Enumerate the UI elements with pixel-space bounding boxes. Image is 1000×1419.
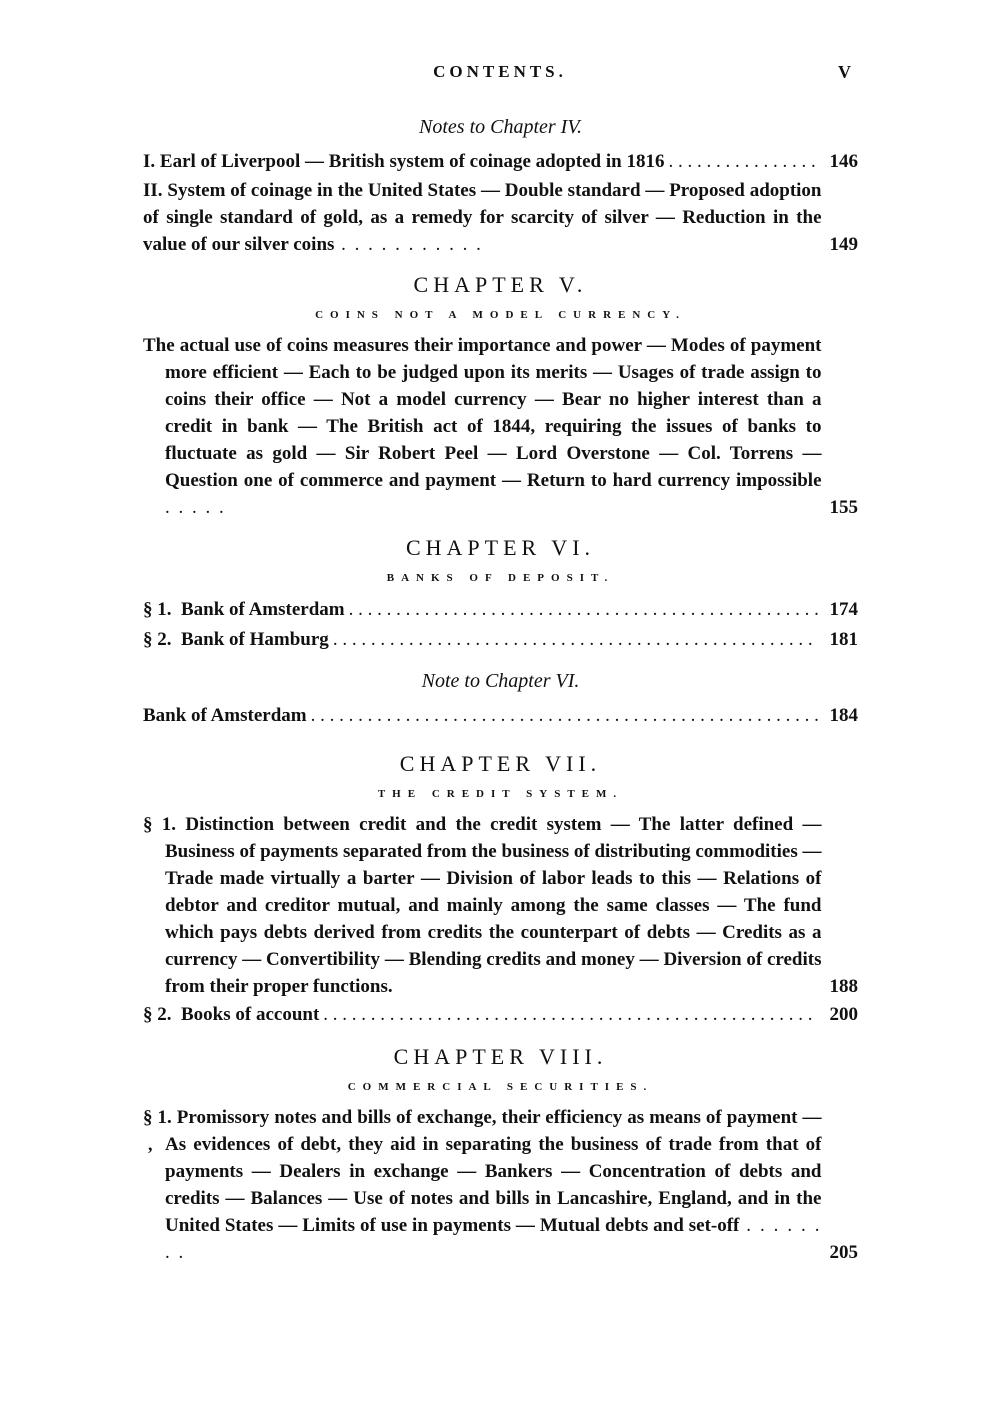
- entry-page: 149: [829, 234, 858, 255]
- entry-text: Distinction between credit and the credit system — The latter defined — Business of payments separated from the business of distributing commodities — Trade made virtually a barter — Division of labor leads to this — Relations of debtor and creditor mutual, and mainly among the same classes — The fund which pays debts derived from credits the counterpart of debts — Credits as a currency — Convertibility — Blending credits and money — Diversion of credits from their proper functions.: [165, 814, 822, 997]
- dot-leader: . . . . . . . .: [165, 1215, 822, 1263]
- dot-leader: [668, 147, 818, 177]
- entry-mark: § 2.: [143, 1004, 172, 1025]
- chapter-title: CHAPTER VI.: [405, 535, 596, 560]
- entry-text: Bank of Amsterdam: [143, 705, 307, 726]
- toc-entry: [143, 177, 858, 258]
- entry-text: Promissory notes and bills of exchange, their efficiency as means of payment — As evidences of debt, they aid in separating the business of trade from that of payments — Dealers in exchange — Bankers — Concentration of debts and credits — Balances — Use of notes and bills in Lancashire, England, and in the United States — Limits of use in payments — Mutual debts and set-off: [165, 1107, 822, 1236]
- entry-page: 188: [829, 976, 858, 997]
- entry-page: 205: [829, 1242, 858, 1263]
- toc-entry: [143, 1000, 858, 1030]
- entry-text: Bank of Hamburg: [181, 629, 329, 650]
- chapter-subtitle: COINS NOT A MODEL CURRENCY.: [315, 309, 686, 321]
- entry-text: [143, 332, 822, 521]
- running-title: CONTENTS.: [433, 62, 567, 81]
- dot-leader: [311, 701, 818, 731]
- entry-page: 200: [829, 1004, 858, 1025]
- chapter-title: CHAPTER VIII.: [393, 1044, 608, 1069]
- toc-entry: [143, 811, 858, 1000]
- entry-page: 174: [829, 599, 858, 620]
- chapter-title: CHAPTER V.: [413, 272, 588, 297]
- entry-mark: II.: [143, 180, 163, 201]
- entry-mark: § 1.: [143, 814, 177, 835]
- stray-print-mark: ,: [148, 1134, 153, 1154]
- chapter-title: CHAPTER VII.: [399, 751, 602, 776]
- entry-mark: I.: [143, 151, 156, 172]
- entry-text: Bank of Amsterdam: [181, 599, 345, 620]
- note-heading-ch6: Note to Chapter VI.: [421, 670, 580, 692]
- entry-text: System of coinage in the United States — Double standard — Proposed adoption of single standard of gold, as a remedy for scarcity of silver — Reduction in the value of our silver coins: [143, 180, 822, 255]
- toc-entry: [143, 625, 858, 655]
- contents-body: [143, 113, 858, 1266]
- chapter-subtitle: THE CREDIT SYSTEM.: [377, 788, 624, 800]
- entry-text: Earl of Liverpool — British system of coinage adopted in 1816: [159, 151, 665, 172]
- toc-entry: [143, 332, 858, 521]
- chapter-subtitle: BANKS OF DEPOSIT.: [386, 572, 615, 584]
- dot-leader: [349, 595, 818, 625]
- dot-leader: [333, 625, 818, 655]
- toc-entry: [143, 595, 858, 625]
- toc-entry: [143, 701, 858, 731]
- page-number: V: [838, 62, 851, 82]
- running-head: [0, 62, 1000, 92]
- dot-leader: . . . . . . . . . . .: [334, 234, 483, 255]
- chapter-subtitle: COMMERCIAL SECURITIES.: [347, 1081, 654, 1093]
- dot-leader: [323, 1000, 818, 1030]
- dot-leader: . . . . .: [165, 497, 226, 518]
- note-heading-ch4: Notes to Chapter IV.: [419, 116, 582, 138]
- entry-mark: § 1.: [143, 1107, 172, 1128]
- entry-mark: § 1.: [143, 599, 172, 620]
- entry-page: 181: [829, 629, 858, 650]
- entry-page: 155: [829, 497, 858, 518]
- entry-page: 146: [829, 151, 858, 172]
- toc-entry: [143, 1104, 858, 1266]
- entry-text: Books of account: [181, 1004, 320, 1025]
- entry-mark: § 2.: [143, 629, 172, 650]
- entry-page: 184: [829, 705, 858, 726]
- chapter-summary: The actual use of coins measures their importance and power — Modes of payment more efficient — Each to be judged upon its merits — Usages of trade assign to coins their office — Not a model currency — Bear no higher interest than a credit in bank — The British act of 1844, requiring the issues of banks to fluctuate as gold — Sir Robert Peel — Lord Overstone — Col. Torrens — Question one of commerce and payment — Return to hard currency impossible: [143, 335, 822, 491]
- toc-entry: [143, 147, 858, 177]
